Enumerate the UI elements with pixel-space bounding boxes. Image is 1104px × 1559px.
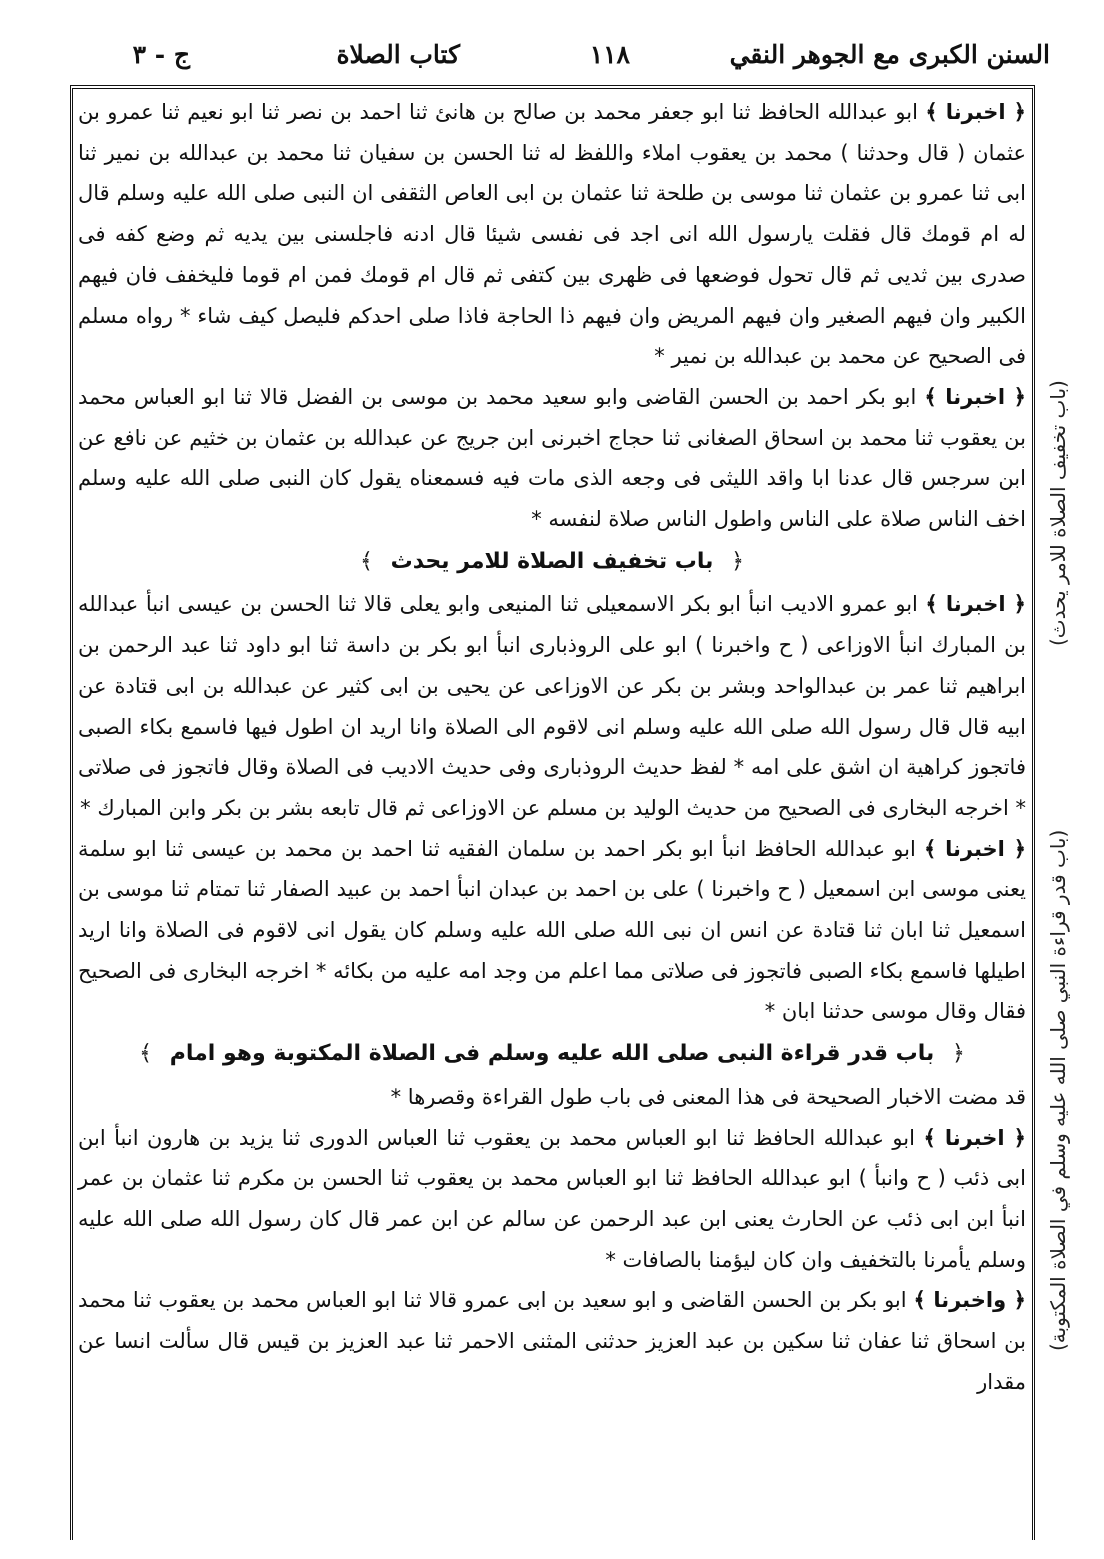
hadith-paragraph	[78, 1280, 1026, 1402]
chapter-title: كتاب الصلاة	[336, 40, 460, 69]
paragraph-text: ابو بكر بن الحسن القاضى و ابو سعيد بن ابى عمرو قالا ثنا ابو العباس محمد بن يعقوب ثنا محمد بن اسحاق ثنا عفان ثنا سكين بن عبد العزيز حدثنى المثنى الاحمر ثنا عبد العزيز بن قيس قال سألت انسا عن مقدار	[78, 1288, 1026, 1394]
paragraph-lead: ﴿ واخبرنا ﴾	[913, 1288, 1026, 1313]
paragraph-text: ابو بكر احمد بن الحسن القاضى وابو سعيد محمد بن موسى بن الفضل قالا ثنا ابو العباس محمد بن يعقوب ثنا محمد بن اسحاق الصغانى ثنا حجاج اخبرنى ابن جريج عن عبدالله بن عثمان بن خثيم عن نافع عن ابن سرجس قال عدنا ابا واقد الليثى فى وجعه الذى مات فيه فسمعناه يقول كان النبى صلى الله عليه وسلم اخف الناس صلاة على الناس واطول الناس صلاة لنفسه *	[78, 384, 1026, 532]
ornament-right: ﴿	[951, 1041, 965, 1067]
book-title: السنن الكبرى مع الجوهر النقي	[729, 40, 1050, 69]
paragraph-text: ابو عبدالله الحافظ ثنا ابو جعفر محمد بن صالح بن هانئ ثنا احمد بن نصر ثنا ابو نعيم ثنا عمرو بن عثمان ( قال وحدثنا ) محمد بن يعقوب املاء واللفظ له ثنا الحسن بن سفيان ثنا محمد بن عبدالله بن نمير ثنا ابى ثنا عمرو بن عثمان ثنا موسى بن طلحة ثنا عثمان بن ابى العاص الثقفى ان النبى صلى الله عليه وسلم قال له ام قومك قال فقلت يارسول الله انى اجد فى نفسى شيئا قال ادنه فاجلسنى بين يديه ثم وضع كفه فى صدرى بين ثديى ثم قال تحول فوضعها فى ظهرى بين كتفى ثم قال ام قومك فمن ام قوما فليخفف فان فيهم الكبير وان فيهم الصغير وان فيهم المريض وان فيهم ذا الحاجة فاذا صلى احدكم فليصل كيف شاء * رواه مسلم فى الصحيح عن محمد بن عبدالله بن نمير *	[78, 100, 1026, 369]
hadith-paragraph	[78, 1118, 1026, 1281]
margin-note-1: (باب تخفيف الصلاة للامر يحدث)	[1046, 380, 1070, 646]
chapter-heading	[78, 542, 1026, 583]
hadith-paragraph	[78, 584, 1026, 828]
ornament-left: ﴾	[139, 1041, 153, 1067]
paragraph-lead: ﴿ اخبرنا ﴾	[925, 100, 1026, 124]
hadith-paragraph	[78, 92, 1026, 377]
paragraph-lead: ﴿ اخبرنا ﴾	[923, 1125, 1026, 1150]
ornament-right: ﴿	[731, 548, 744, 574]
paragraph-text: ابو عبدالله الحافظ ثنا ابو العباس محمد بن يعقوب ثنا العباس الدورى ثنا يزيد بن هارون انبأ ابن ابى ذئب ( ح وانبأ ) ابو عبدالله الحافظ ثنا ابو العباس محمد بن يعقوب ثنا الحسن بن مكرم ثنا عثمان بن عمر انبأ ابن ابى ذئب عن الحارث يعنى ابن عبد الرحمن عن سالم عن ابن عمر قال كان رسول الله صلى الله عليه وسلم يأمرنا بالتخفيف وان كان ليؤمنا بالصافات *	[78, 1125, 1026, 1272]
chapter-heading	[78, 1034, 1026, 1075]
page-header	[60, 30, 1050, 82]
hadith-paragraph	[78, 829, 1026, 1033]
paragraph-lead: ﴿ اخبرنا ﴾	[924, 836, 1026, 861]
paragraph-lead: ﴿ اخبرنا ﴾	[924, 384, 1026, 409]
paragraph-text: ابو عبدالله الحافظ انبأ ابو بكر احمد بن سلمان الفقيه ثنا احمد بن محمد بن عيسى ثنا ابو سلمة يعنى موسى ابن اسمعيل ( ح واخبرنا ) على بن احمد بن عبدان انبأ احمد بن عبيد الصفار ثنا تمتام ثنا موسى بن اسمعيل ثنا ابان ثنا قتادة عن انس ان نبى الله صلى الله عليه وسلم كان يقول انى لاقوم فى الصلاة وانا اريد اطيلها فاسمع بكاء الصبى فاتجوز فى صلاتى مما اعلم من وجد امه عليه من بكائه * اخرجه البخارى فى الصحيح فقال وقال موسى حدثنا ابان *	[78, 836, 1026, 1024]
main-text	[78, 92, 1026, 1403]
paragraph-text: ابو عمرو الاديب انبأ ابو بكر الاسمعيلى ثنا المنيعى وابو يعلى قالا ثنا الحسن بن عيسى انبأ عبدالله بن المبارك انبأ الاوزاعى ( ح واخبرنا ) ابو على الروذبارى انبأ ابو بكر بن داسة ثنا ابو داود ثنا عبد الرحمن بن ابراهيم ثنا عمر بن عبدالواحد وبشر بن بكر عن الاوزاعى عن يحيى بن ابى كثير عن عبدالله بن ابى قتادة عن ابيه قال قال رسول الله صلى الله عليه وسلم انى لاقوم الى الصلاة وانا اريد ان اطول فيها فاسمع بكاء الصبى فاتجوز كراهية ان اشق على امه * لفظ حديث الروذبارى وفى حديث الاديب فى الصلاة وقال فاتجوز فى صلاتى * اخرجه البخارى فى الصحيح من حديث الوليد بن مسلم عن الاوزاعى ثم قال تابعه بشر بن بكر وابن المبارك *	[78, 592, 1026, 820]
paragraph-lead: ﴿ اخبرنا ﴾	[925, 592, 1026, 617]
chapter-heading-title: باب تخفيف الصلاة للامر يحدث	[390, 548, 714, 574]
page-number: ١١٨	[589, 40, 630, 69]
volume-number: ج - ٣	[132, 40, 190, 69]
paragraph-text: قد مضت الاخبار الصحيحة فى هذا المعنى فى باب طول القراءة وقصرها *	[390, 1084, 1026, 1109]
margin-note-2: (باب قدر قراءة النبي صلى الله عليه وسلم في الصلاة المكتوبة)	[1046, 830, 1070, 1352]
hadith-paragraph	[78, 377, 1026, 540]
note-paragraph	[78, 1077, 1026, 1118]
chapter-heading-title: باب قدر قراءة النبى صلى الله عليه وسلم فى الصلاة المكتوبة وهو امام	[169, 1041, 935, 1067]
ornament-left: ﴾	[360, 548, 373, 574]
